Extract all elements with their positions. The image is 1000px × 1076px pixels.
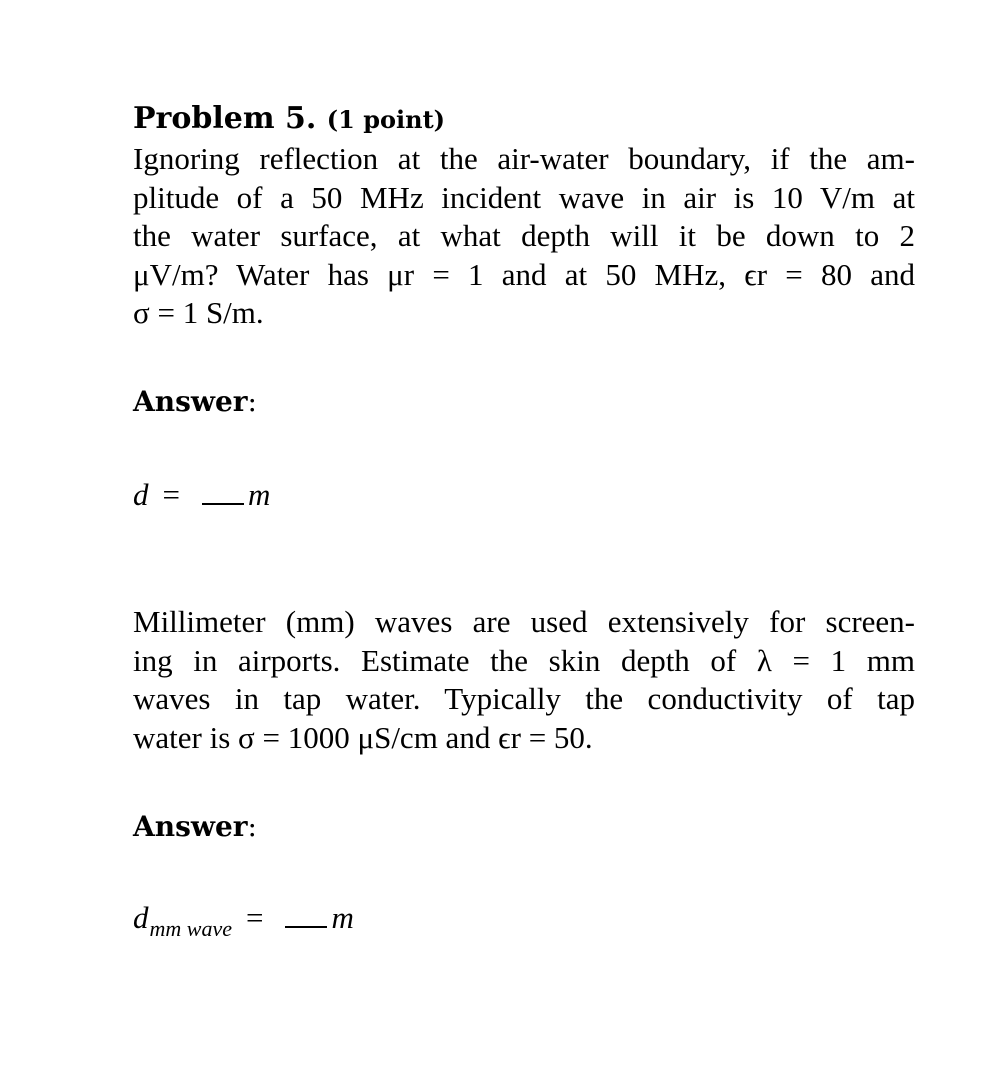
- answer-2-label: Answer:: [133, 810, 257, 843]
- problem-heading: [133, 99, 445, 140]
- problem-points: (1 point): [326, 105, 446, 134]
- answer-1-label: Answer:: [133, 385, 257, 418]
- question-1-line: Ignoring reflection at the air-water boundary, if the am-: [133, 141, 915, 176]
- question-2-line: water is σ = 1000 μS/cm and ϵr = 50.: [133, 719, 593, 755]
- question-2-line: waves in tap water. Typically the conductivity of tap: [133, 681, 915, 716]
- answer-2-unit: m: [331, 900, 354, 935]
- question-2-text: [133, 603, 915, 757]
- answer-1-variable: d: [133, 477, 149, 512]
- question-1-line: σ = 1 S/m.: [133, 295, 264, 330]
- answer-2-equation: [133, 898, 354, 941]
- question-2-line: Millimeter (mm) waves are used extensively for screen-: [133, 604, 915, 639]
- question-1-line: μV/m? Water has μr = 1 and at 50 MHz, ϵr = 80 and: [133, 256, 915, 292]
- answer-1-equation: [133, 475, 270, 515]
- answer-2-subscript: mm wave: [149, 916, 232, 941]
- answer-2-blank[interactable]: [285, 898, 327, 928]
- answer-2-variable: d: [133, 900, 149, 935]
- question-2-line: ing in airports. Estimate the skin depth of λ = 1 mm: [133, 642, 915, 678]
- answer-1-blank[interactable]: [202, 475, 244, 505]
- question-1-line: plitude of a 50 MHz incident wave in air is 10 V/m at: [133, 179, 915, 215]
- question-1-line: the water surface, at what depth will it be down to 2: [133, 218, 915, 253]
- problem-title: Problem 5.: [133, 101, 317, 136]
- answer-1-equals: =: [162, 477, 180, 512]
- question-1-text: [133, 140, 915, 333]
- answer-2-equals: =: [245, 900, 264, 935]
- answer-1-unit: m: [247, 477, 271, 512]
